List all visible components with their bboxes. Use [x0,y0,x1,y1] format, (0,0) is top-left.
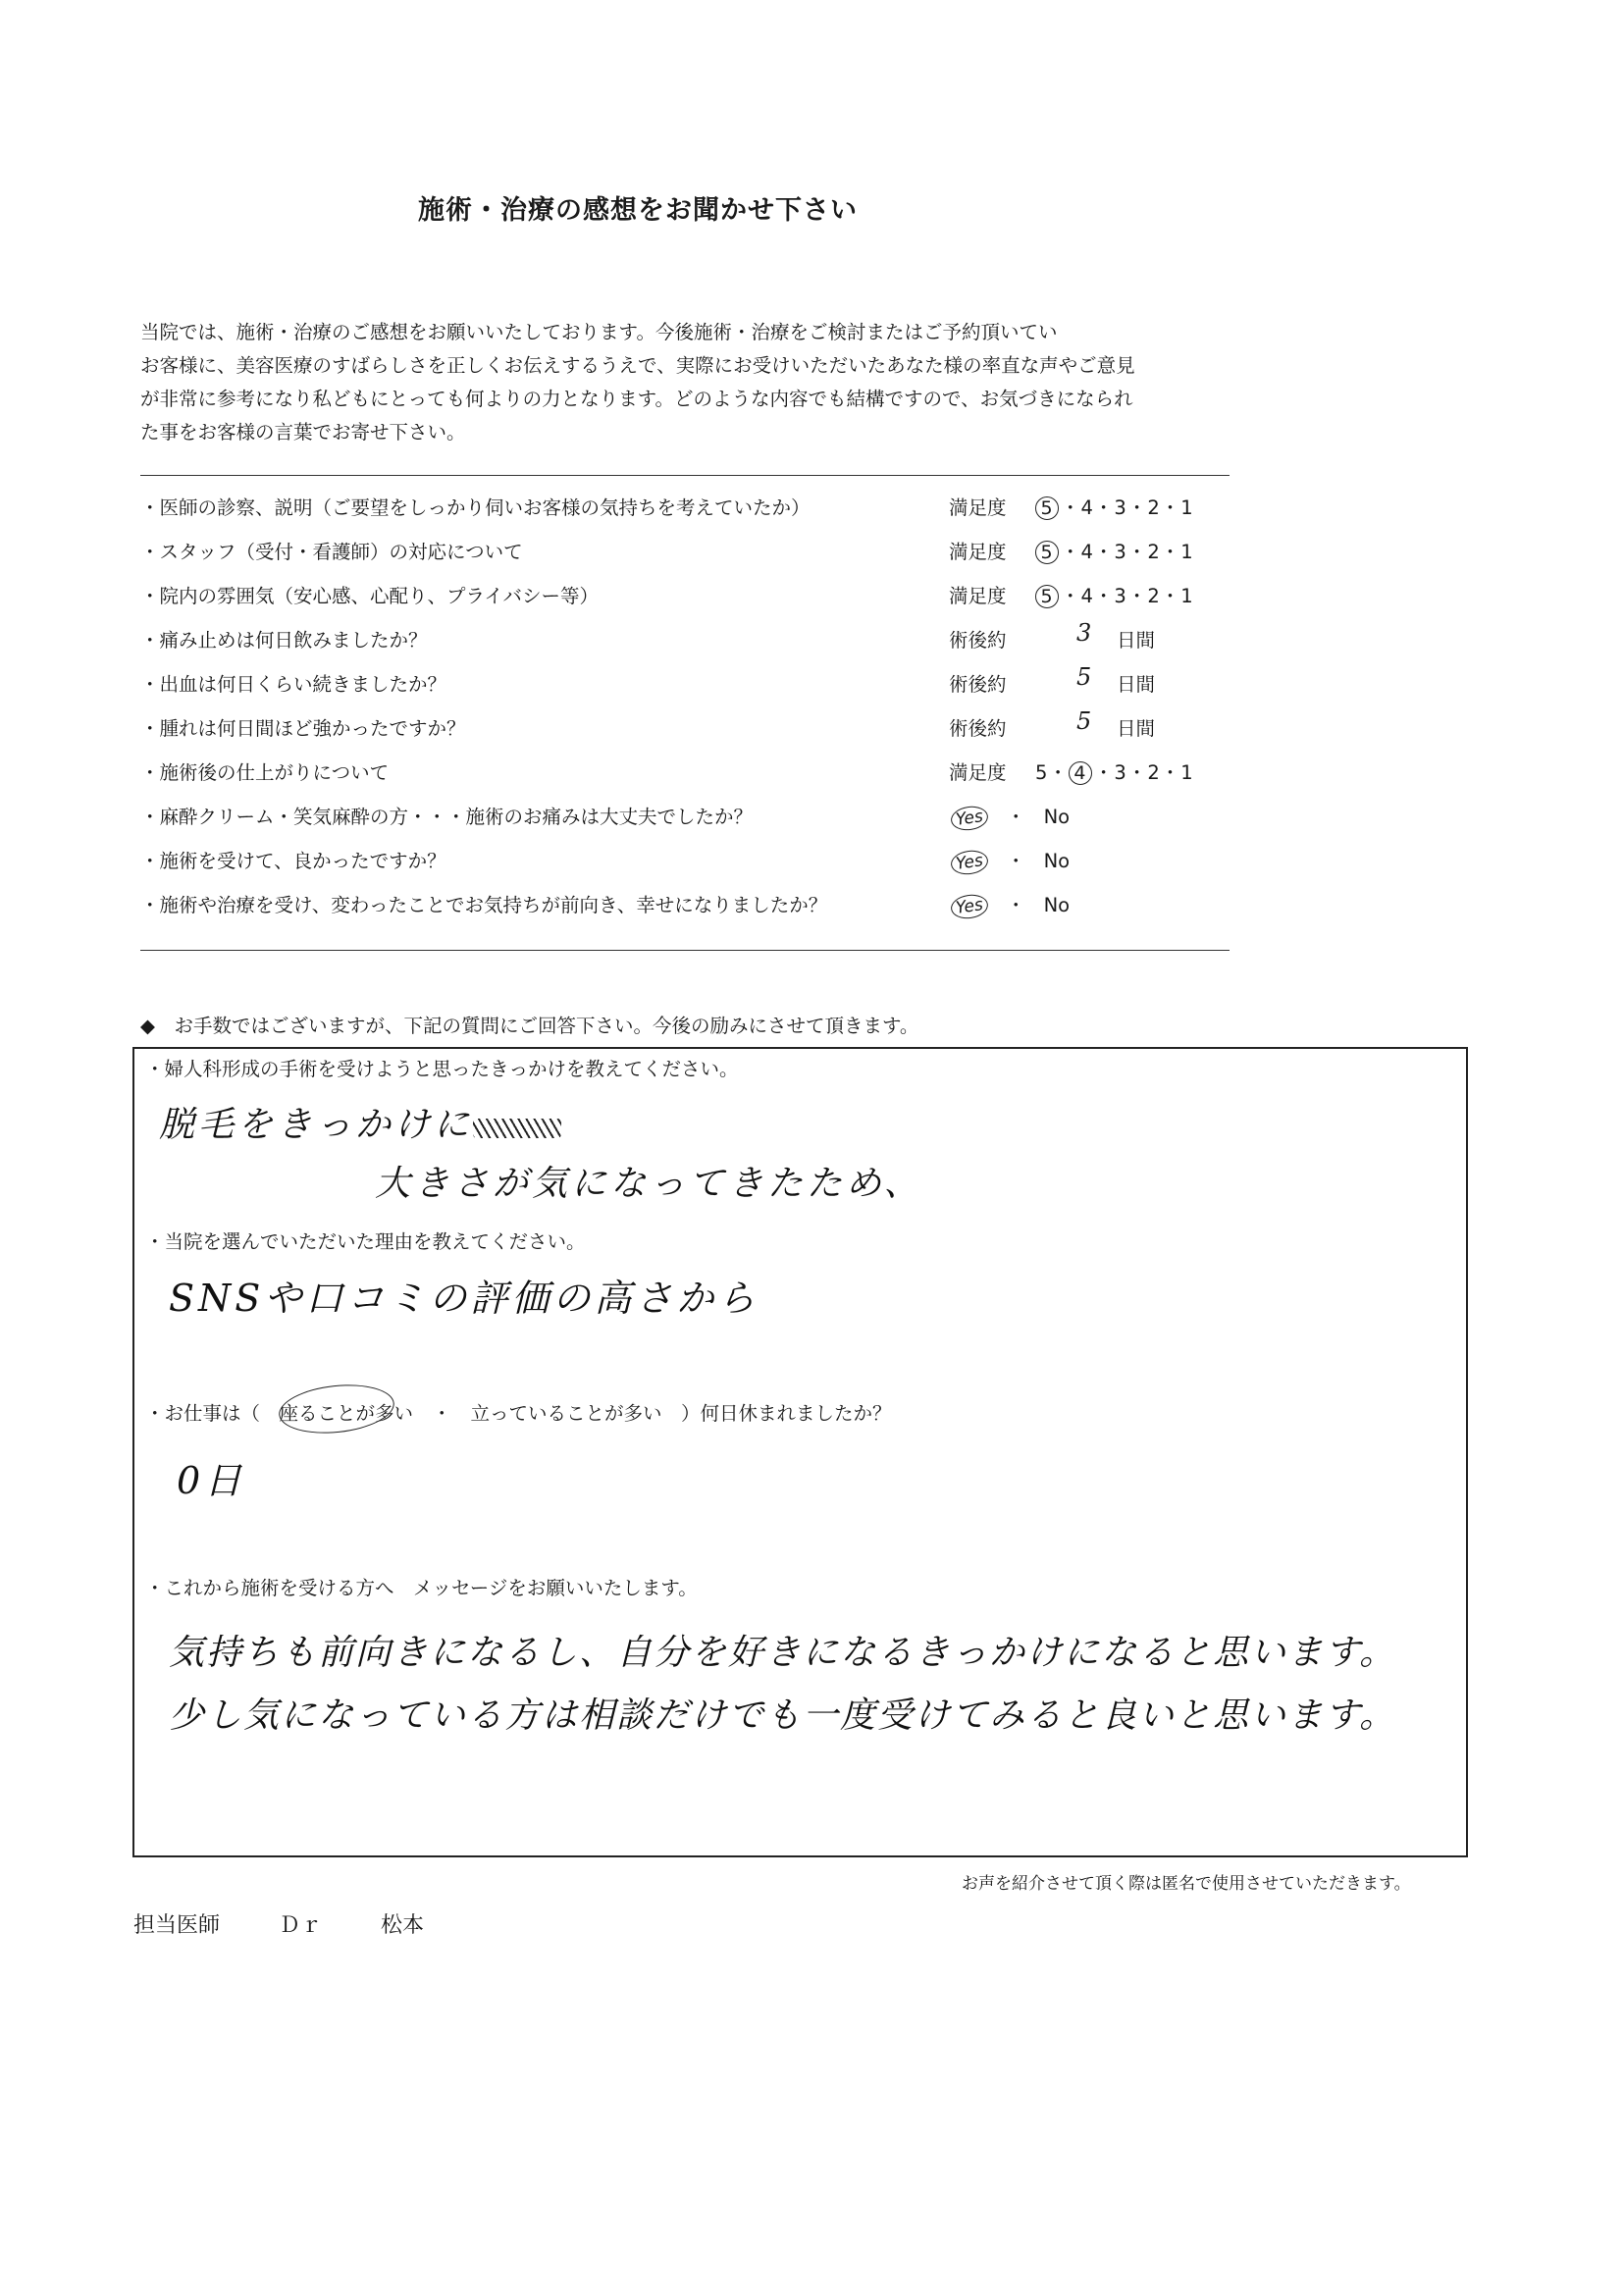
doctor-prefix: Ｄｒ [279,1913,323,1938]
rating-scale [1035,493,1194,520]
question-text: ・施術や治療を受け、変わったことでお気持ちが前向き、幸せになりましたか？ [140,894,828,916]
anonymous-note: お声を紹介させて頂く際は匿名で使用させていただきます。 [962,1874,1411,1894]
question-text: ・院内の雰囲気（安心感、心配り、プライバシー等） [140,585,600,607]
selected-rating: 5 [1035,496,1059,520]
rating-options: ・4・3・2・1 [1061,496,1194,519]
notice-text: ◆ お手数ではございますが、下記の質問にご回答下さい。今後の励みにさせて頂きます。 [140,1015,919,1037]
selected-rating: 5 [1035,541,1059,564]
yes-no-choice [951,890,1070,918]
question-trigger: ・婦人科形成の手術を受けようと思ったきっかけを教えてください。 [145,1058,739,1080]
question-row-atmosphere [140,571,1239,614]
question-reason: ・当院を選んでいただいた理由を教えてください。 [145,1230,586,1253]
question-work: ・お仕事は（ 座ることが多い ・ 立っていることが多い ）何日休まれましたか？ [145,1402,892,1425]
rating-options: ・3・2・1 [1093,761,1194,784]
question-text: ・施術後の仕上がりについて [140,761,390,784]
selected-yes: Yes [950,892,990,920]
rating-label: 満足度 [949,585,1007,607]
question-row-anesthesia [140,792,1239,835]
separator: ・ [1006,806,1025,828]
option-no: No [1043,806,1071,828]
question-row-staff [140,527,1239,570]
selected-yes: Yes [950,804,990,832]
question-row-result [140,748,1239,791]
handwritten-answer: 5 [1076,707,1092,735]
intro-line: 当院では、施術・治療のご感想をお願いいたしております。今後施術・治療をご検討またはご予約頂いてい [140,321,1058,343]
yes-no-choice [951,846,1070,874]
intro-line: お客様に、美容医療のすばらしさを正しくお伝えするうえで、実際にお受けいただいたあなた様の率直な声やご意見 [140,354,1135,377]
question-message: ・これから施術を受ける方へ メッセージをお願いいたします。 [145,1577,698,1599]
rating-scale [1035,581,1194,608]
handwritten-message-line: 気持ちも前向きになるし、自分を好きになるきっかけになると思います。 [169,1633,1397,1673]
rating-label: 満足度 [949,761,1007,784]
doctor-signature [133,1908,483,1939]
rating-options-before: 5・ [1035,761,1069,784]
days-unit: 日間 [1117,673,1156,696]
handwritten-answer: 5 [1076,663,1092,691]
rating-label: 満足度 [949,496,1007,519]
question-text: ・スタッフ（受付・看護師）の対応について [140,541,523,563]
rating-options: ・4・3・2・1 [1061,541,1194,563]
intro-line: が非常に参考になり私どもにとっても何よりの力となります。どのような内容でも結構ですので、お気づきになられ [140,388,1133,410]
question-row-doctor [140,483,1239,526]
question-row-positive [140,880,1239,923]
question-text: ・腫れは何日間ほど強かったですか？ [140,717,466,740]
question-text: ・医師の診察、説明（ご要望をしっかり伺いお客様の気持ちを考えていたか） [140,496,811,519]
question-row-bleeding [140,659,1239,703]
page-title: 施術・治療の感想をお聞かせ下さい [418,195,858,226]
crossed-out-scribble [473,1119,561,1138]
days-unit: 日間 [1117,717,1156,740]
selected-rating: 5 [1035,585,1059,608]
question-text: ・麻酔クリーム・笑気麻酔の方・・・施術のお痛みは大丈夫でしたか？ [140,806,754,828]
days-label: 術後約 [949,717,1007,740]
days-label: 術後約 [949,673,1007,696]
rating-scale [1035,537,1194,564]
separator: ・ [1006,850,1025,872]
question-text: ・痛み止めは何日飲みましたか？ [140,629,428,652]
doctor-name: 松本 [381,1913,425,1938]
selected-yes: Yes [950,848,990,876]
separator: ・ [1006,894,1025,916]
handwritten-answer-line: 大きさが気になってきたため、 [375,1164,923,1204]
days-unit: 日間 [1117,629,1156,652]
intro-line: た事をお客様の言葉でお寄せ下さい。 [140,421,466,444]
yes-no-choice [951,802,1070,830]
divider [140,950,1230,951]
answer-line: 脱毛をきっかけに [159,1105,474,1145]
handwritten-answer-work: 0日 [177,1459,246,1502]
rating-label: 満足度 [949,541,1007,563]
rating-scale [1035,757,1194,785]
handwritten-answer: 3 [1076,619,1092,647]
question-text: ・施術を受けて、良かったですか？ [140,850,446,872]
handwritten-message-line: 少し気になっている方は相談だけでも一度受けてみると良いと思います。 [169,1696,1397,1736]
option-no: No [1043,850,1071,872]
handwritten-answer-reason: SNSや口コミの評価の高さから [169,1277,759,1320]
option-no: No [1043,894,1071,916]
handwritten-answer-trigger [159,1097,561,1147]
intro-paragraph [140,316,1239,449]
question-text: ・出血は何日くらい続きましたか？ [140,673,447,696]
selected-rating: 4 [1069,761,1092,785]
question-row-satisfied [140,836,1239,879]
divider [140,475,1230,476]
rating-options: ・4・3・2・1 [1061,585,1194,607]
question-row-painkillers [140,615,1239,658]
question-row-swelling [140,704,1239,747]
doctor-label: 担当医師 [133,1913,221,1938]
days-label: 術後約 [949,629,1007,652]
